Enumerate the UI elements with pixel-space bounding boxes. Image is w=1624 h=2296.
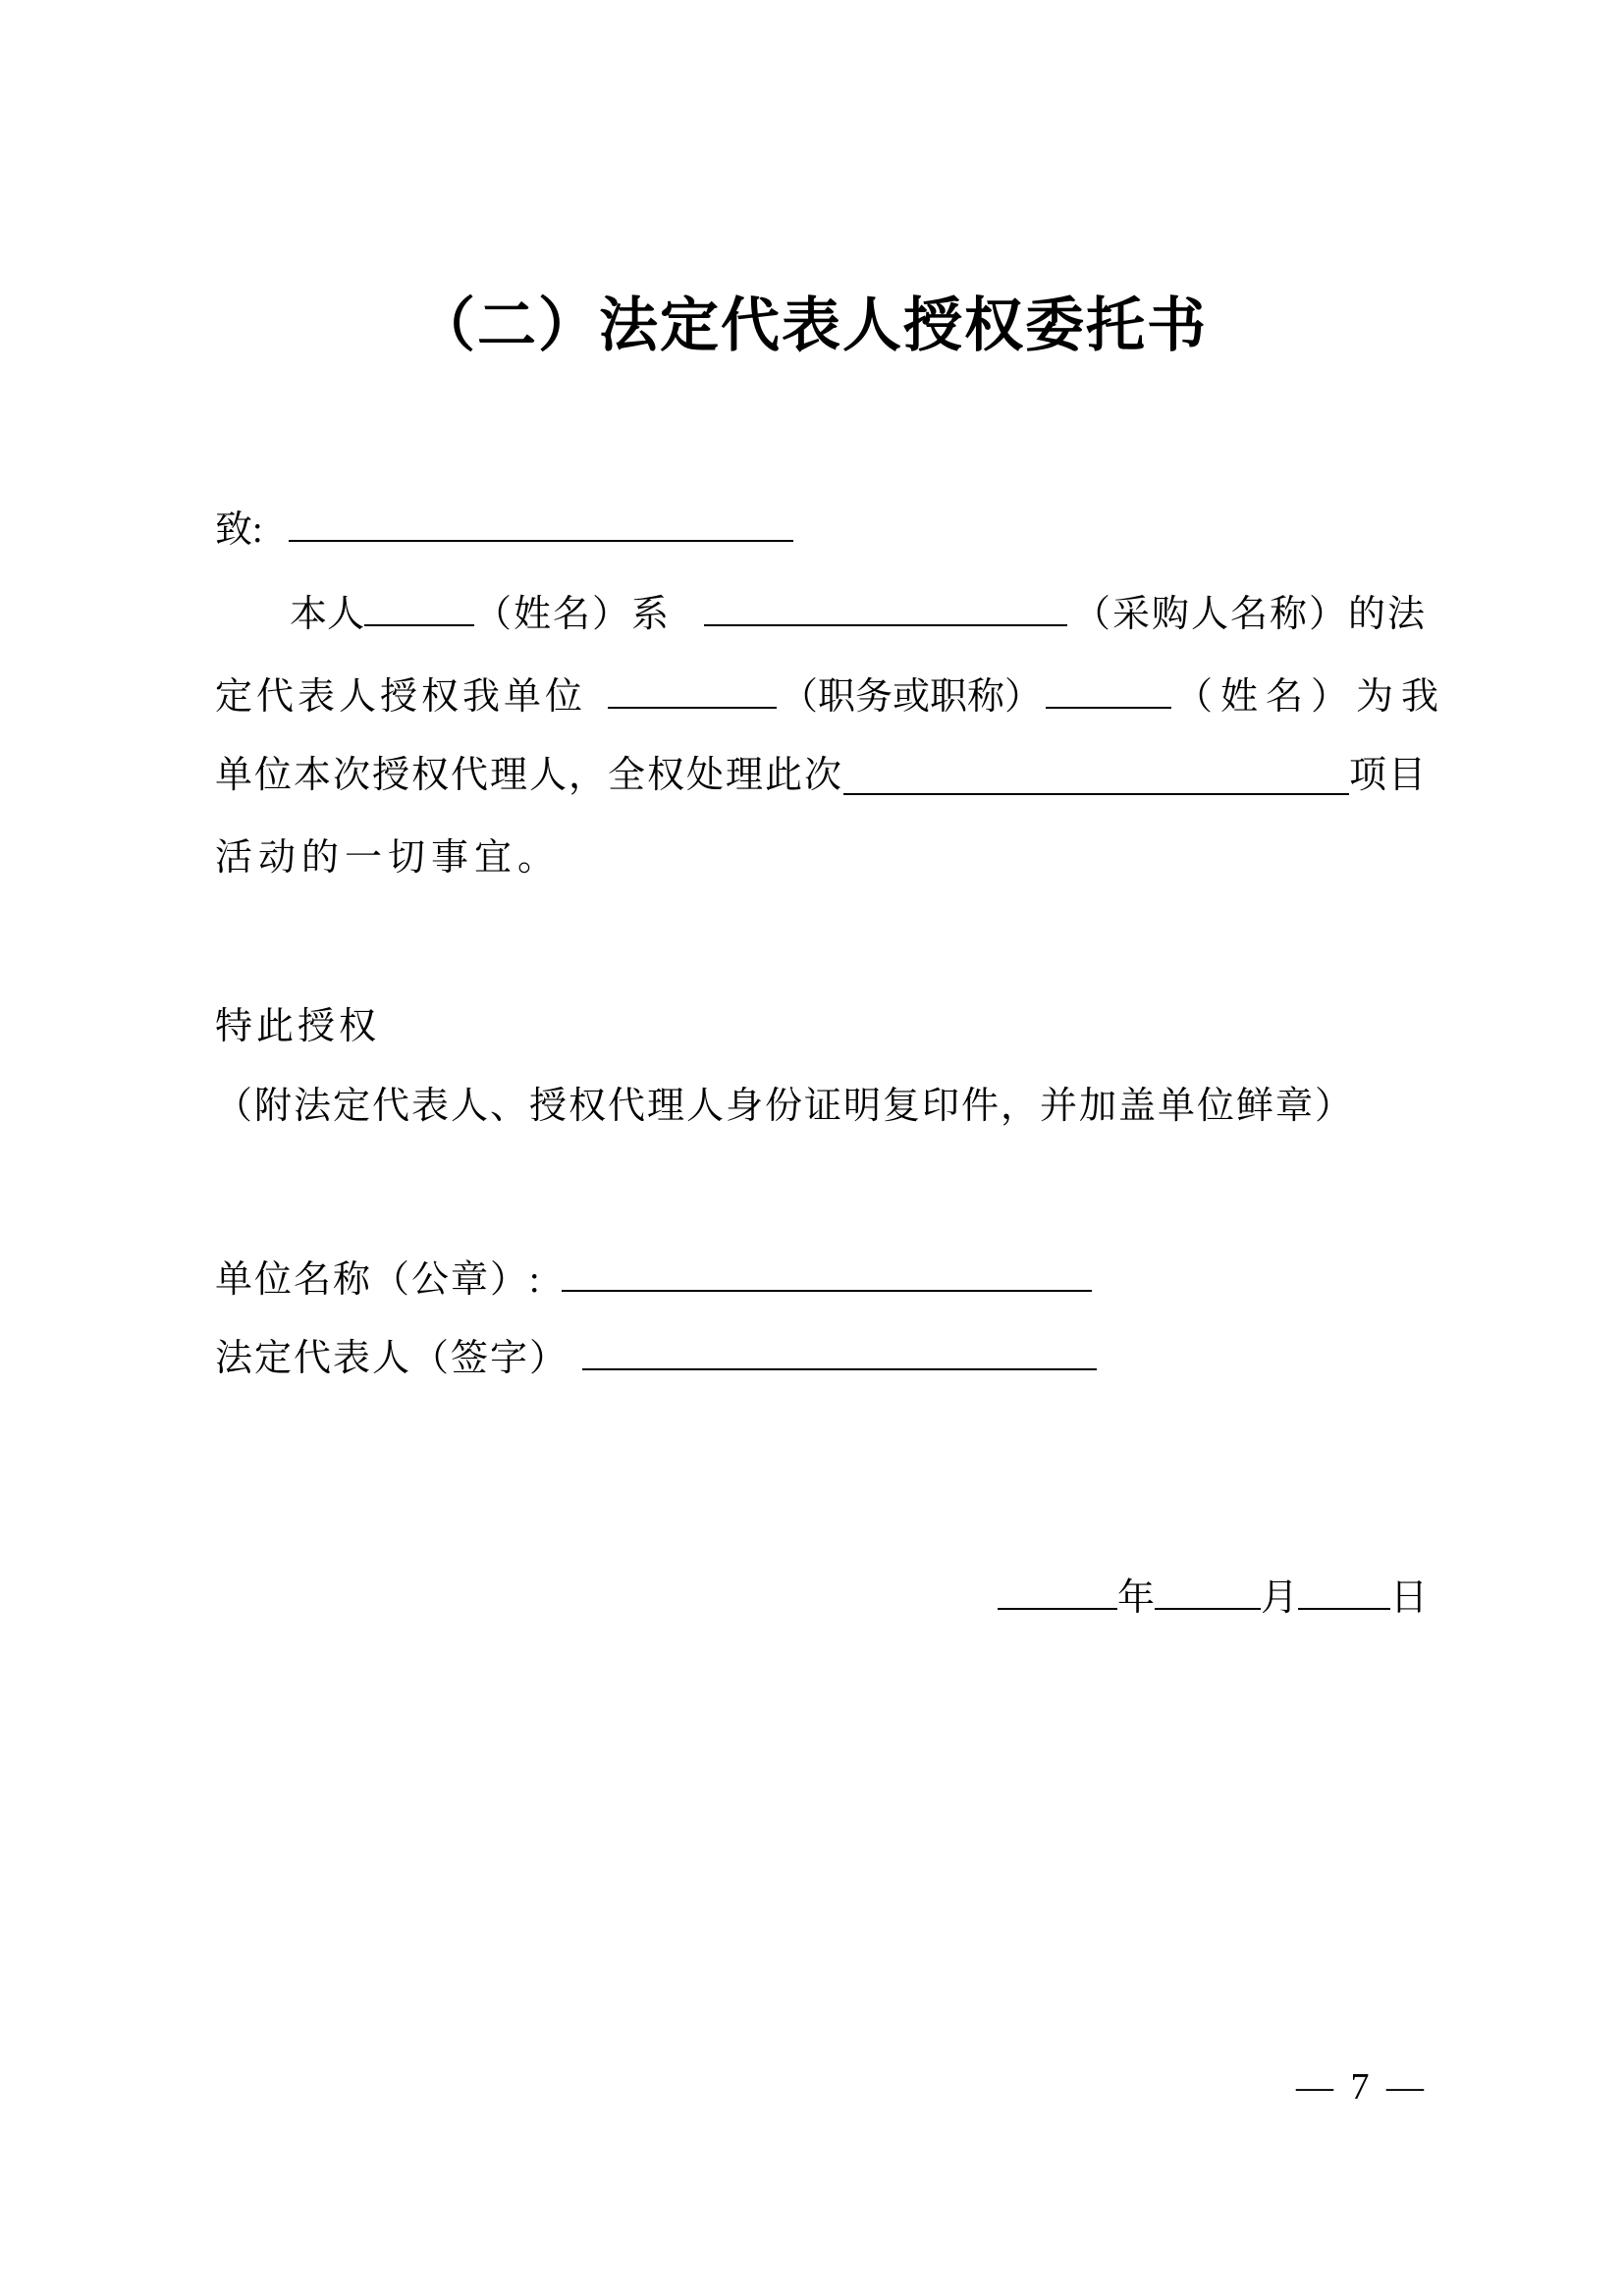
date-year-blank: [998, 1571, 1117, 1610]
attachment-note-line: [215, 1083, 1428, 1130]
date-month-blank: [1155, 1571, 1261, 1610]
org-signature-line: [215, 1253, 1428, 1304]
recipient-blank: [289, 503, 793, 542]
date-line: [215, 1571, 1428, 1622]
date-day-label: 日: [1389, 1577, 1428, 1619]
paragraph-line-3: [215, 752, 1428, 799]
salutation-label: 致:: [215, 509, 263, 551]
page-title: （二）法定代表人授权委托书: [416, 294, 1208, 358]
para-text: 本人: [290, 594, 365, 635]
rep-signature-blank: [582, 1331, 1097, 1370]
date-year-label: 年: [1116, 1577, 1155, 1619]
org-name-blank: [562, 1253, 1092, 1292]
para-text: 单位本次授权代理人，全权处理此次: [215, 755, 844, 796]
para-text: （职务或职称）: [781, 676, 1043, 718]
paragraph-line-4: [215, 834, 1428, 881]
purchaser-name-blank: [704, 587, 1067, 626]
para-text: 项目: [1348, 755, 1428, 796]
paragraph-line-1: [215, 587, 1428, 638]
rep-signature-line: [215, 1331, 1428, 1382]
para-text: （姓名）系: [474, 594, 672, 635]
page-number: — 7 —: [1296, 2066, 1428, 2108]
agent-name-blank: [1046, 669, 1171, 709]
salutation-line: [215, 503, 1428, 554]
para-text: （采购人名称）的法: [1073, 594, 1428, 635]
para-text: 定代表人授权我单位: [215, 676, 587, 718]
attachment-note: （附法定代表人、授权代理人身份证明复印件，并加盖单位鲜章）: [215, 1086, 1355, 1127]
rep-signature-label: 法定代表人（签字）: [215, 1338, 569, 1379]
para-text: （姓名）为我: [1175, 676, 1447, 718]
date-day-blank: [1298, 1571, 1390, 1610]
project-name-blank: [843, 756, 1349, 795]
paragraph-line-2: [215, 669, 1447, 721]
principal-name-blank: [364, 587, 474, 626]
date-month-label: 月: [1260, 1577, 1298, 1619]
org-name-label: 单位名称（公章）:: [215, 1259, 542, 1301]
position-blank: [608, 669, 777, 709]
authorization-statement-line: [215, 1003, 1428, 1050]
para-text: 活动的一切事宜。: [215, 837, 562, 879]
authorization-statement: 特此授权: [215, 1006, 381, 1047]
